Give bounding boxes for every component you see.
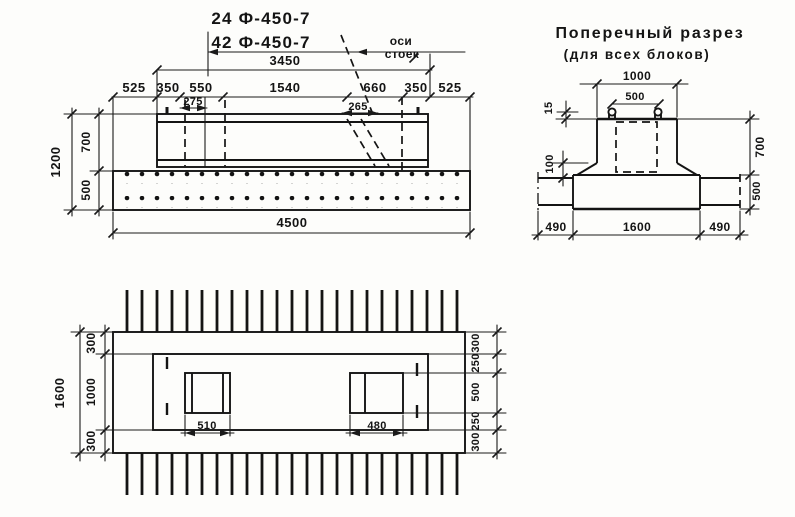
dim-100-label: 100 — [544, 154, 556, 174]
section-dimension-lines — [532, 80, 759, 241]
plan-right-dim-300-top-label: 300 — [470, 333, 482, 353]
dim-525-right-label: 525 — [438, 80, 462, 95]
section-block-outline — [573, 119, 700, 209]
dim-500-label: 500 — [79, 179, 93, 201]
dim-4500-label: 4500 — [276, 215, 308, 230]
plan-dim-510-label: 510 — [197, 420, 217, 432]
plan-hidden-marks — [167, 357, 417, 418]
plan-right-dim-250-bottom-label: 250 — [470, 411, 482, 431]
section-title-line1: Поперечный разрез — [555, 25, 745, 42]
axis-note-line1: оси — [389, 34, 413, 48]
plan-dim-480-label: 480 — [367, 420, 387, 432]
dim-700-right-label: 700 — [753, 136, 767, 158]
plan-dim-300-bottom-label: 300 — [84, 430, 98, 452]
dim-550-label: 550 — [189, 80, 213, 95]
plan-beam-outline — [153, 354, 428, 430]
dim-500-top-label: 500 — [625, 91, 645, 103]
plan-socket-left — [185, 373, 230, 413]
block-mark-label-1: 24 Ф-450-7 — [211, 9, 311, 28]
dim-500-right-label: 500 — [751, 181, 763, 201]
plan-right-dim-500-label: 500 — [470, 382, 482, 402]
dim-15-label: 15 — [543, 101, 555, 115]
elevation-view — [48, 9, 475, 239]
dim-660-label: 660 — [363, 80, 387, 95]
plan-socket-right — [350, 373, 403, 413]
dim-490-left-label: 490 — [545, 220, 567, 234]
rebar-ends-top — [118, 290, 462, 332]
plan-dim-300-top-label: 300 — [84, 332, 98, 354]
block-mark-label-2: 42 Ф-450-7 — [211, 33, 311, 52]
rebar-dots-row-bottom — [116, 196, 464, 208]
section-socket-hidden — [616, 122, 657, 172]
rebar-ends-bottom — [118, 453, 462, 495]
section-title-line2: (для всех блоков) — [563, 47, 711, 62]
dim-1000-label: 1000 — [622, 69, 652, 83]
dim-350-right-label: 350 — [404, 80, 428, 95]
section-view — [532, 25, 767, 240]
adjacent-block-right — [700, 174, 740, 209]
dim-700-label: 700 — [79, 131, 93, 153]
lifting-loop-icon — [654, 108, 661, 119]
plan-dim-1600-label: 1600 — [52, 377, 67, 409]
dim-265-label: 265 — [348, 101, 368, 113]
axis-note-line2: стоек — [384, 47, 420, 61]
plan-right-dim-250-top-label: 250 — [470, 353, 482, 373]
dim-525-left-label: 525 — [122, 80, 146, 95]
rebar-dots-row-top — [116, 172, 464, 184]
dim-3450-label: 3450 — [269, 53, 301, 68]
elevation-slab-outline — [113, 171, 470, 210]
plan-view — [52, 290, 506, 495]
dim-1540-label: 1540 — [269, 80, 301, 95]
plan-dim-1000-label: 1000 — [84, 377, 98, 407]
dim-350-left-label: 350 — [156, 80, 180, 95]
plan-dimension-lines — [71, 325, 506, 461]
lifting-loop-icon — [608, 108, 615, 119]
elevation-beam-outline — [157, 107, 428, 167]
dim-1200-label: 1200 — [48, 146, 63, 178]
plan-slab-outline — [113, 332, 465, 453]
dim-275-label: 275 — [183, 96, 203, 108]
adjacent-block-left — [538, 172, 573, 211]
dim-1600-label: 1600 — [622, 220, 652, 234]
dim-490-right-label: 490 — [709, 220, 731, 234]
plan-right-dim-300-bottom-label: 300 — [470, 432, 482, 452]
